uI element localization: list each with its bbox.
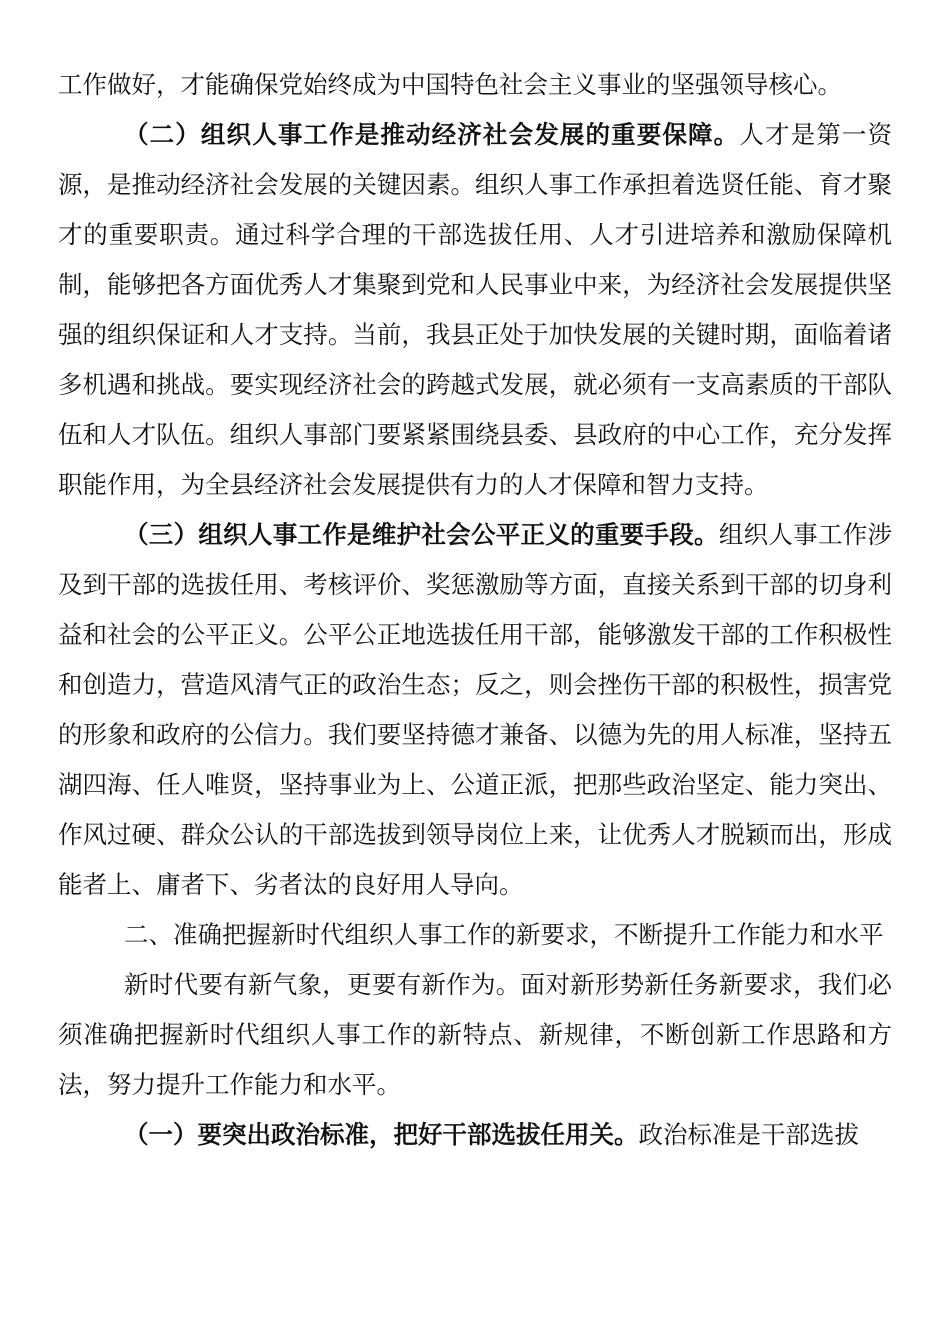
section-heading-3: （三）组织人事工作是维护社会公平正义的重要手段。 <box>124 520 719 549</box>
paragraph-continuation: 工作做好，才能确保党始终成为中国特色社会主义事业的坚强领导核心。 <box>58 70 842 99</box>
paragraph-section-2 <box>58 110 892 510</box>
section-body-3: 组织人事工作涉及到干部的选拔任用、考核评价、奖惩激励等方面，直接关系到干部的切身利益和社会的公平正义。公平公正地选拔任用干部，能够激发干部的工作积极性和创造力，营造风清气正的政治生态；反之，则会挫伤干部的积极性，损害党的形象和政府的公信力。我们要坚持德才兼备、以德为先的用人标准，坚持五湖四海、任人唯贤，坚持事业为上、公道正派，把那些政治坚定、能力突出、作风过硬、群众公认的干部选拔到领导岗位上来，让优秀人才脱颖而出，形成能者上、庸者下、劣者汰的良好用人导向。 <box>58 520 893 899</box>
paragraph-intro: 新时代要有新气象，更要有新作为。面对新形势新任务新要求，我们必须准确把握新时代组织人事工作的新特点、新规律，不断创新工作思路和方法，努力提升工作能力和水平。 <box>58 970 892 1099</box>
document-page <box>58 60 892 1160</box>
paragraph-section-3 <box>58 510 892 910</box>
subsection-heading-1: （一）要突出政治标准，把好干部选拔任用关。 <box>124 1120 639 1149</box>
paragraph-subsection-1 <box>58 1110 892 1160</box>
section-heading-2: （二）组织人事工作是推动经济社会发展的重要保障。 <box>124 120 740 149</box>
subsection-body-1: 政治标准是干部选拔 <box>638 1120 859 1149</box>
section-body-2: 人才是第一资源，是推动经济社会发展的关键因素。组织人事工作承担着选贤任能、育才聚才的重要职责。通过科学合理的干部选拔任用、人才引进培养和激励保障机制，能够把各方面优秀人才集聚到党和人民事业中来，为经济社会发展提供坚强的组织保证和人才支持。当前，我县正处于加快发展的关键时期，面临着诸多机遇和挑战。要实现经济社会的跨越式发展，就必须有一支高素质的干部队伍和人才队伍。组织人事部门要紧紧围绕县委、县政府的中心工作，充分发挥职能作用，为全县经济社会发展提供有力的人才保障和智力支持。 <box>58 120 893 499</box>
chapter-heading-2: 二、准确把握新时代组织人事工作的新要求，不断提升工作能力和水平 <box>124 920 884 949</box>
